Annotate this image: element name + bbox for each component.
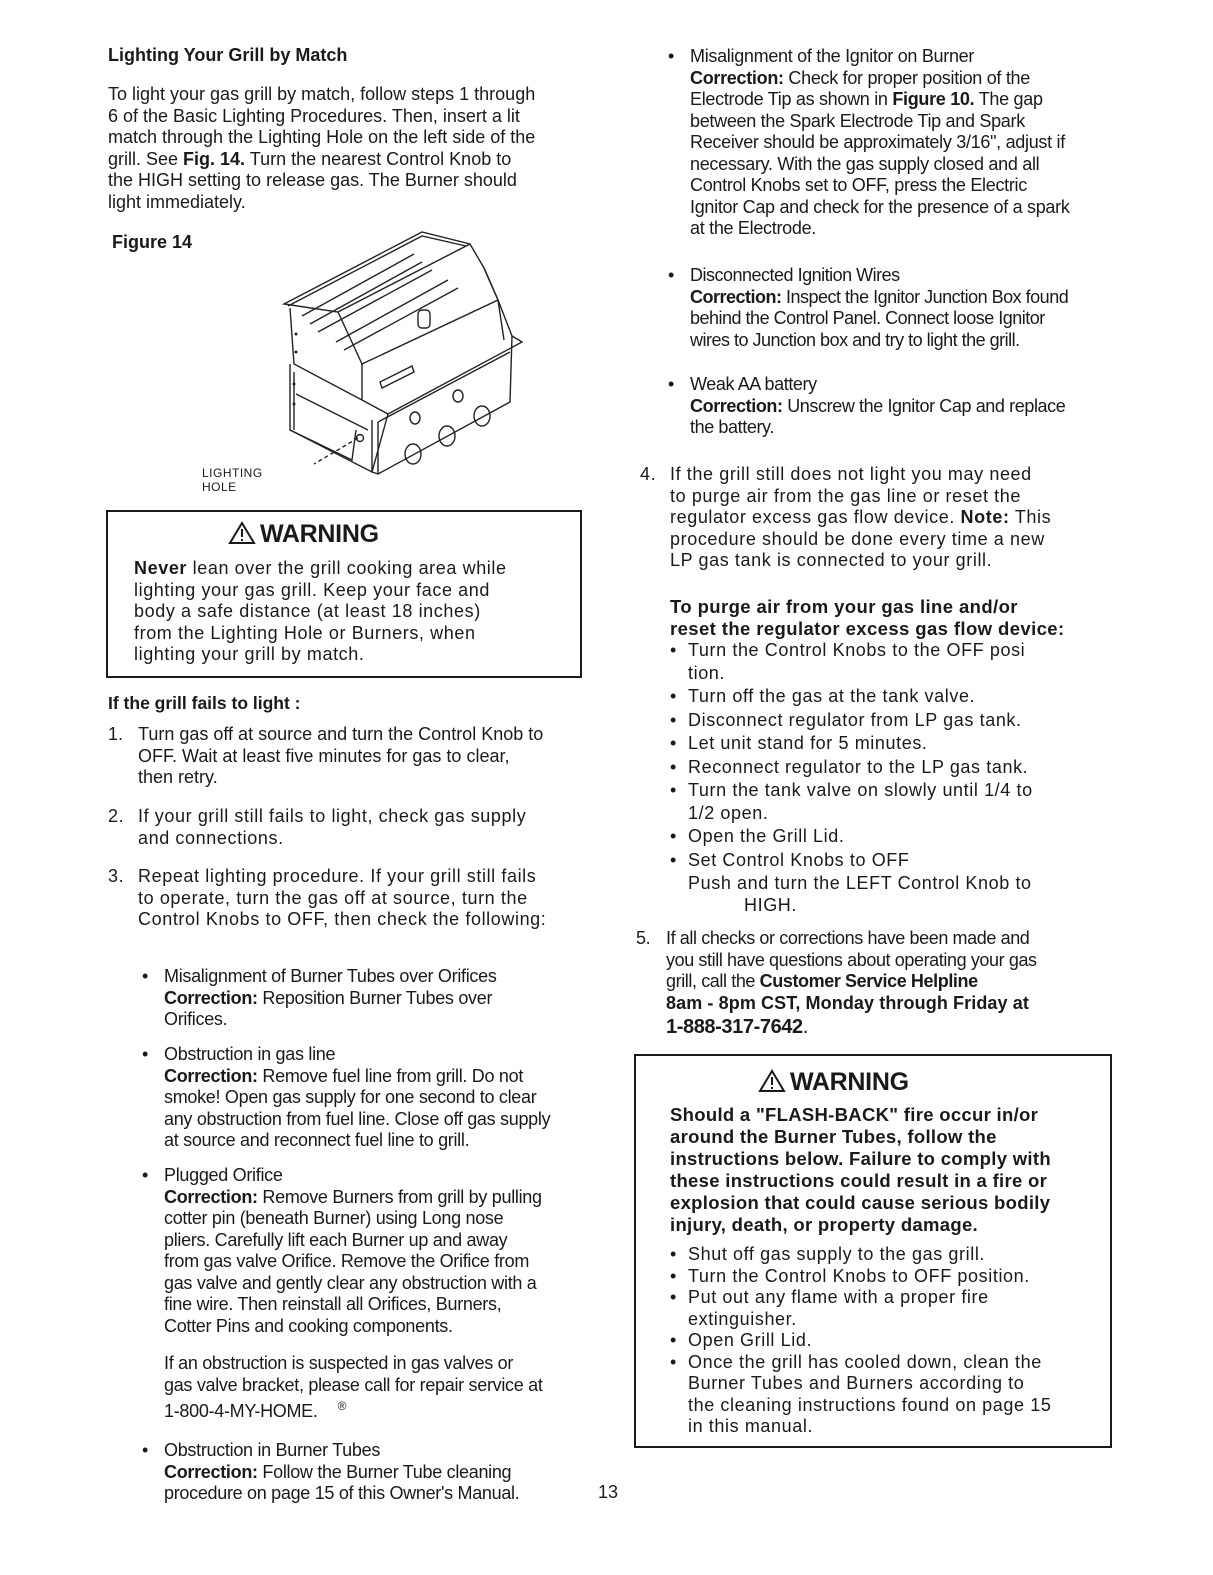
repair-line: If an obstruction is suspected in gas valves or (164, 1353, 514, 1373)
fails-heading: If the grill fails to light : (108, 693, 301, 713)
list-item-text: extinguisher. (688, 1308, 797, 1329)
check-plugged-orifice (142, 1165, 592, 1337)
registered-mark: ® (337, 1399, 347, 1413)
bullet-icon: • (142, 1440, 149, 1460)
warning-triangle-icon (758, 1069, 786, 1093)
correction-line: pliers. Carefully lift each Burner up and away (164, 1229, 508, 1250)
warning-line: from the Lighting Hole or Burners, when (134, 622, 476, 643)
repair-line: gas valve bracket, please call for repair service at (164, 1374, 543, 1395)
list-item-text: Disconnect regulator from LP gas tank. (688, 709, 1022, 730)
page-number: 13 (598, 1482, 619, 1502)
correction-line: behind the Control Panel. Connect loose Ignitor (690, 308, 1045, 328)
step-line: regulator excess gas flow device. Note: This (670, 507, 1052, 527)
bullet-icon: • (668, 46, 675, 66)
check-ignitor-alignment (668, 46, 1130, 240)
check-title: Plugged Orifice (164, 1165, 283, 1185)
repair-line: 1-800-4-MY-HOME. ® (164, 1399, 347, 1421)
list-item-text: Let unit stand for 5 minutes. (688, 733, 928, 753)
correction-line: between the Spark Electrode Tip and Spark (690, 110, 1025, 131)
step-number: 2. (108, 806, 125, 826)
repair-service-paragraph (164, 1353, 592, 1423)
bullet-icon: • (670, 1244, 677, 1264)
bullet-icon: • (670, 1287, 677, 1307)
list-item-text: Turn the Control Knobs to the OFF posi (688, 640, 1026, 660)
step-3 (108, 866, 588, 931)
bullet-icon: • (668, 265, 674, 285)
correction-line: necessary. With the gas supply closed and all (690, 153, 1040, 174)
bullet-icon: • (142, 1044, 149, 1064)
correction-line: fine wire. Then reinstall all Orifices, Burners, (164, 1294, 502, 1314)
warning-line: body a safe distance (at least 18 inches) (134, 601, 481, 621)
helpline-hours: 8am - 8pm CST, Monday through Friday at (666, 992, 1029, 1013)
intro-line: light immediately. (108, 191, 246, 212)
correction-line: Cotter Pins and cooking components. (164, 1315, 453, 1336)
check-battery (668, 374, 1130, 439)
list-item (670, 733, 1130, 755)
list-item-text: Turn the tank valve on slowly until 1/4 to (688, 780, 1033, 800)
bullet-icon: • (142, 966, 149, 986)
grill-illustration (272, 224, 542, 492)
list-item (670, 757, 1130, 779)
correction-line: any obstruction from fuel line. Close off gas supply (164, 1108, 551, 1129)
warning-line: Never lean over the grill cooking area while (134, 558, 507, 578)
step-5 (636, 928, 1116, 1040)
warning-title: WARNING (228, 520, 379, 549)
bullet-icon: • (670, 1351, 677, 1372)
correction-line: Electrode Tip as shown in Figure 10. The gap (690, 89, 1043, 109)
list-item-text: Set Control Knobs to OFF (688, 849, 910, 870)
step-1 (108, 724, 588, 789)
step-line: then retry. (138, 767, 218, 787)
bullet-icon: • (670, 1265, 677, 1286)
step-line: OFF. Wait at least five minutes for gas to clear, (138, 745, 510, 766)
check-title: Disconnected Ignition Wires (690, 265, 900, 285)
purge-steps-list (670, 640, 1130, 916)
correction-line: Correction: Follow the Burner Tube cleaning (164, 1461, 512, 1482)
list-item (670, 780, 1130, 824)
helpline-number: 1-888-317-7642. (666, 1016, 808, 1038)
step-line: Control Knobs to OFF, then check the following: (138, 909, 547, 929)
step-line: If the grill still does not light you may need (670, 464, 1032, 484)
list-item (670, 640, 1130, 684)
step-line: If your grill still fails to light, check gas supply (138, 806, 527, 826)
list-item-text: Turn off the gas at the tank valve. (688, 686, 976, 706)
list-item-text: HIGH. (744, 894, 798, 915)
list-item (670, 850, 1130, 872)
list-item-text: Burner Tubes and Burners according to (688, 1373, 1025, 1393)
list-item (670, 1266, 1110, 1288)
correction-line: cotter pin (beneath Burner) using Long nose (164, 1208, 504, 1228)
list-item (670, 826, 1130, 848)
check-title: Misalignment of the Ignitor on Burner (690, 46, 975, 66)
step-line: and connections. (138, 827, 284, 848)
bullet-icon: • (142, 1165, 149, 1185)
correction-line: Receiver should be approximately 3/16", adjust if (690, 132, 1065, 152)
list-item-text: Open the Grill Lid. (688, 826, 845, 846)
list-item-text: the cleaning instructions found on page 15 (688, 1394, 1052, 1415)
warning-title: WARNING (758, 1068, 909, 1097)
warning-heading-line: instructions below. Failure to comply with (670, 1148, 1051, 1169)
correction-line: Correction: Unscrew the Ignitor Cap and replace (690, 395, 1066, 416)
list-item-text: Push and turn the LEFT Control Knob to (688, 873, 1032, 893)
intro-line: grill. See Fig. 14. Turn the nearest Control Knob to (108, 148, 512, 169)
correction-line: the battery. (690, 417, 774, 437)
correction-line: Correction: Remove fuel line from grill. Do not (164, 1065, 524, 1086)
warning-heading-line: explosion that could cause serious bodily (670, 1192, 1051, 1213)
warning-heading-line: injury, death, or property damage. (670, 1214, 978, 1235)
bullet-icon: • (670, 709, 677, 730)
intro-line: To light your gas grill by match, follow steps 1 through (108, 84, 536, 104)
warning-triangle-icon (228, 521, 256, 545)
correction-line: Correction: Inspect the Ignitor Junction Box found (690, 286, 1069, 307)
warning-line: lighting your grill by match. (134, 644, 365, 664)
list-item-text: Once the grill has cooled down, clean the (688, 1351, 1042, 1372)
bullet-icon: • (670, 640, 677, 660)
correction-line: at the Electrode. (690, 218, 816, 238)
list-item-text: Reconnect regulator to the LP gas tank. (688, 756, 1029, 777)
purge-heading-line: To purge air from your gas line and/or (670, 596, 1018, 617)
intro-paragraph (108, 84, 588, 213)
correction-line: Correction: Reposition Burner Tubes over (164, 987, 493, 1008)
check-title: Obstruction in gas line (164, 1044, 336, 1064)
correction-line: Ignitor Cap and check for the presence of a spark (690, 196, 1070, 217)
step-number: 5. (636, 928, 651, 948)
correction-line: procedure on page 15 of this Owner's Manual. (164, 1483, 520, 1503)
warning-box-flashback (634, 1054, 1112, 1448)
correction-line: Correction: Check for proper position of the (690, 67, 1030, 88)
list-item (670, 1352, 1110, 1438)
intro-line: 6 of the Basic Lighting Procedures. Then, insert a lit (108, 105, 520, 126)
warning-line: lighting your gas grill. Keep your face and (134, 579, 490, 600)
step-line: to operate, turn the gas off at source, turn the (138, 887, 528, 908)
check-burner-tubes (142, 966, 592, 1031)
check-title: Weak AA battery (690, 374, 817, 394)
list-item (670, 686, 1130, 708)
intro-line: the HIGH setting to release gas. The Burner should (108, 170, 517, 190)
warning-heading (670, 1104, 1110, 1236)
correction-line: smoke! Open gas supply for one second to clear (164, 1087, 537, 1107)
step-line: If all checks or corrections have been made and (666, 928, 1030, 948)
bullet-icon: • (670, 686, 677, 706)
list-item-text: in this manual. (688, 1416, 814, 1436)
purge-heading (670, 596, 1130, 640)
list-item-text: tion. (688, 662, 726, 683)
bullet-icon: • (670, 1330, 677, 1350)
list-item-text: Shut off gas supply to the gas grill. (688, 1244, 986, 1264)
step-4 (640, 464, 1120, 572)
correction-line: at source and reconnect fuel line to grill. (164, 1130, 470, 1150)
warning-heading-line: these instructions could result in a fire or (670, 1170, 1048, 1191)
correction-line: Correction: Remove Burners from grill by pulling (164, 1186, 542, 1207)
check-gas-line (142, 1044, 592, 1152)
bullet-icon: • (668, 374, 674, 394)
callout-line: HOLE (202, 480, 237, 494)
callout-line: LIGHTING (202, 466, 263, 480)
check-title: Misalignment of Burner Tubes over Orifices (164, 966, 497, 986)
step-line: you still have questions about operating your gas (666, 949, 1037, 970)
check-burner-tube-obstruction (142, 1440, 592, 1505)
warning-heading-line: around the Burner Tubes, follow the (670, 1126, 997, 1147)
warning-box-match (106, 510, 582, 678)
step-line: procedure should be done every time a new (670, 528, 1045, 549)
step-number: 3. (108, 866, 125, 886)
list-item-continuation (670, 873, 1130, 916)
correction-line: gas valve and gently clear any obstruction with a (164, 1272, 537, 1293)
list-item-text: 1/2 open. (688, 802, 769, 823)
bullet-icon: • (670, 826, 677, 846)
list-item-text: Open Grill Lid. (688, 1330, 813, 1350)
section-heading: Lighting Your Grill by Match (108, 45, 348, 65)
bullet-icon: • (670, 733, 677, 753)
step-number: 4. (640, 464, 657, 484)
check-ignition-wires (668, 265, 1130, 351)
correction-line: from gas valve Orifice. Remove the Orifice from (164, 1251, 530, 1271)
bullet-icon: • (670, 849, 677, 870)
step-2 (108, 806, 588, 849)
step-line: Repeat lighting procedure. If your grill still fails (138, 866, 537, 886)
phone-number: 1-888-317-7642 (666, 1016, 803, 1038)
flashback-steps-list (670, 1244, 1110, 1438)
check-title: Obstruction in Burner Tubes (164, 1440, 381, 1460)
correction-line: Control Knobs set to OFF, press the Electric (690, 175, 1027, 195)
step-number: 1. (108, 724, 124, 744)
intro-line: match through the Lighting Hole on the left side of the (108, 127, 536, 147)
warning-heading-line: Should a "FLASH-BACK" fire occur in/or (670, 1104, 1039, 1125)
step-line: Turn gas off at source and turn the Control Knob to (138, 724, 544, 744)
figure-label: Figure 14 (112, 232, 193, 252)
list-item (670, 1330, 1110, 1352)
warning-text (134, 558, 574, 666)
correction-line: wires to Junction box and try to light the grill. (690, 329, 1020, 350)
purge-heading-line: reset the regulator excess gas flow device: (670, 618, 1065, 639)
list-item (670, 1287, 1110, 1330)
list-item (670, 1244, 1110, 1266)
bullet-icon: • (670, 756, 677, 777)
callout-lighting-hole (202, 466, 263, 494)
list-item-text: Turn the Control Knobs to OFF position. (688, 1265, 1030, 1286)
list-item-text: Put out any flame with a proper fire (688, 1287, 989, 1307)
correction-line: Orifices. (164, 1009, 228, 1029)
step-line: to purge air from the gas line or reset the (670, 485, 1021, 506)
bullet-icon: • (670, 780, 677, 800)
step-line: grill, call the Customer Service Helpline (666, 971, 978, 991)
step-line: LP gas tank is connected to your grill. (670, 550, 993, 570)
list-item (670, 710, 1130, 732)
